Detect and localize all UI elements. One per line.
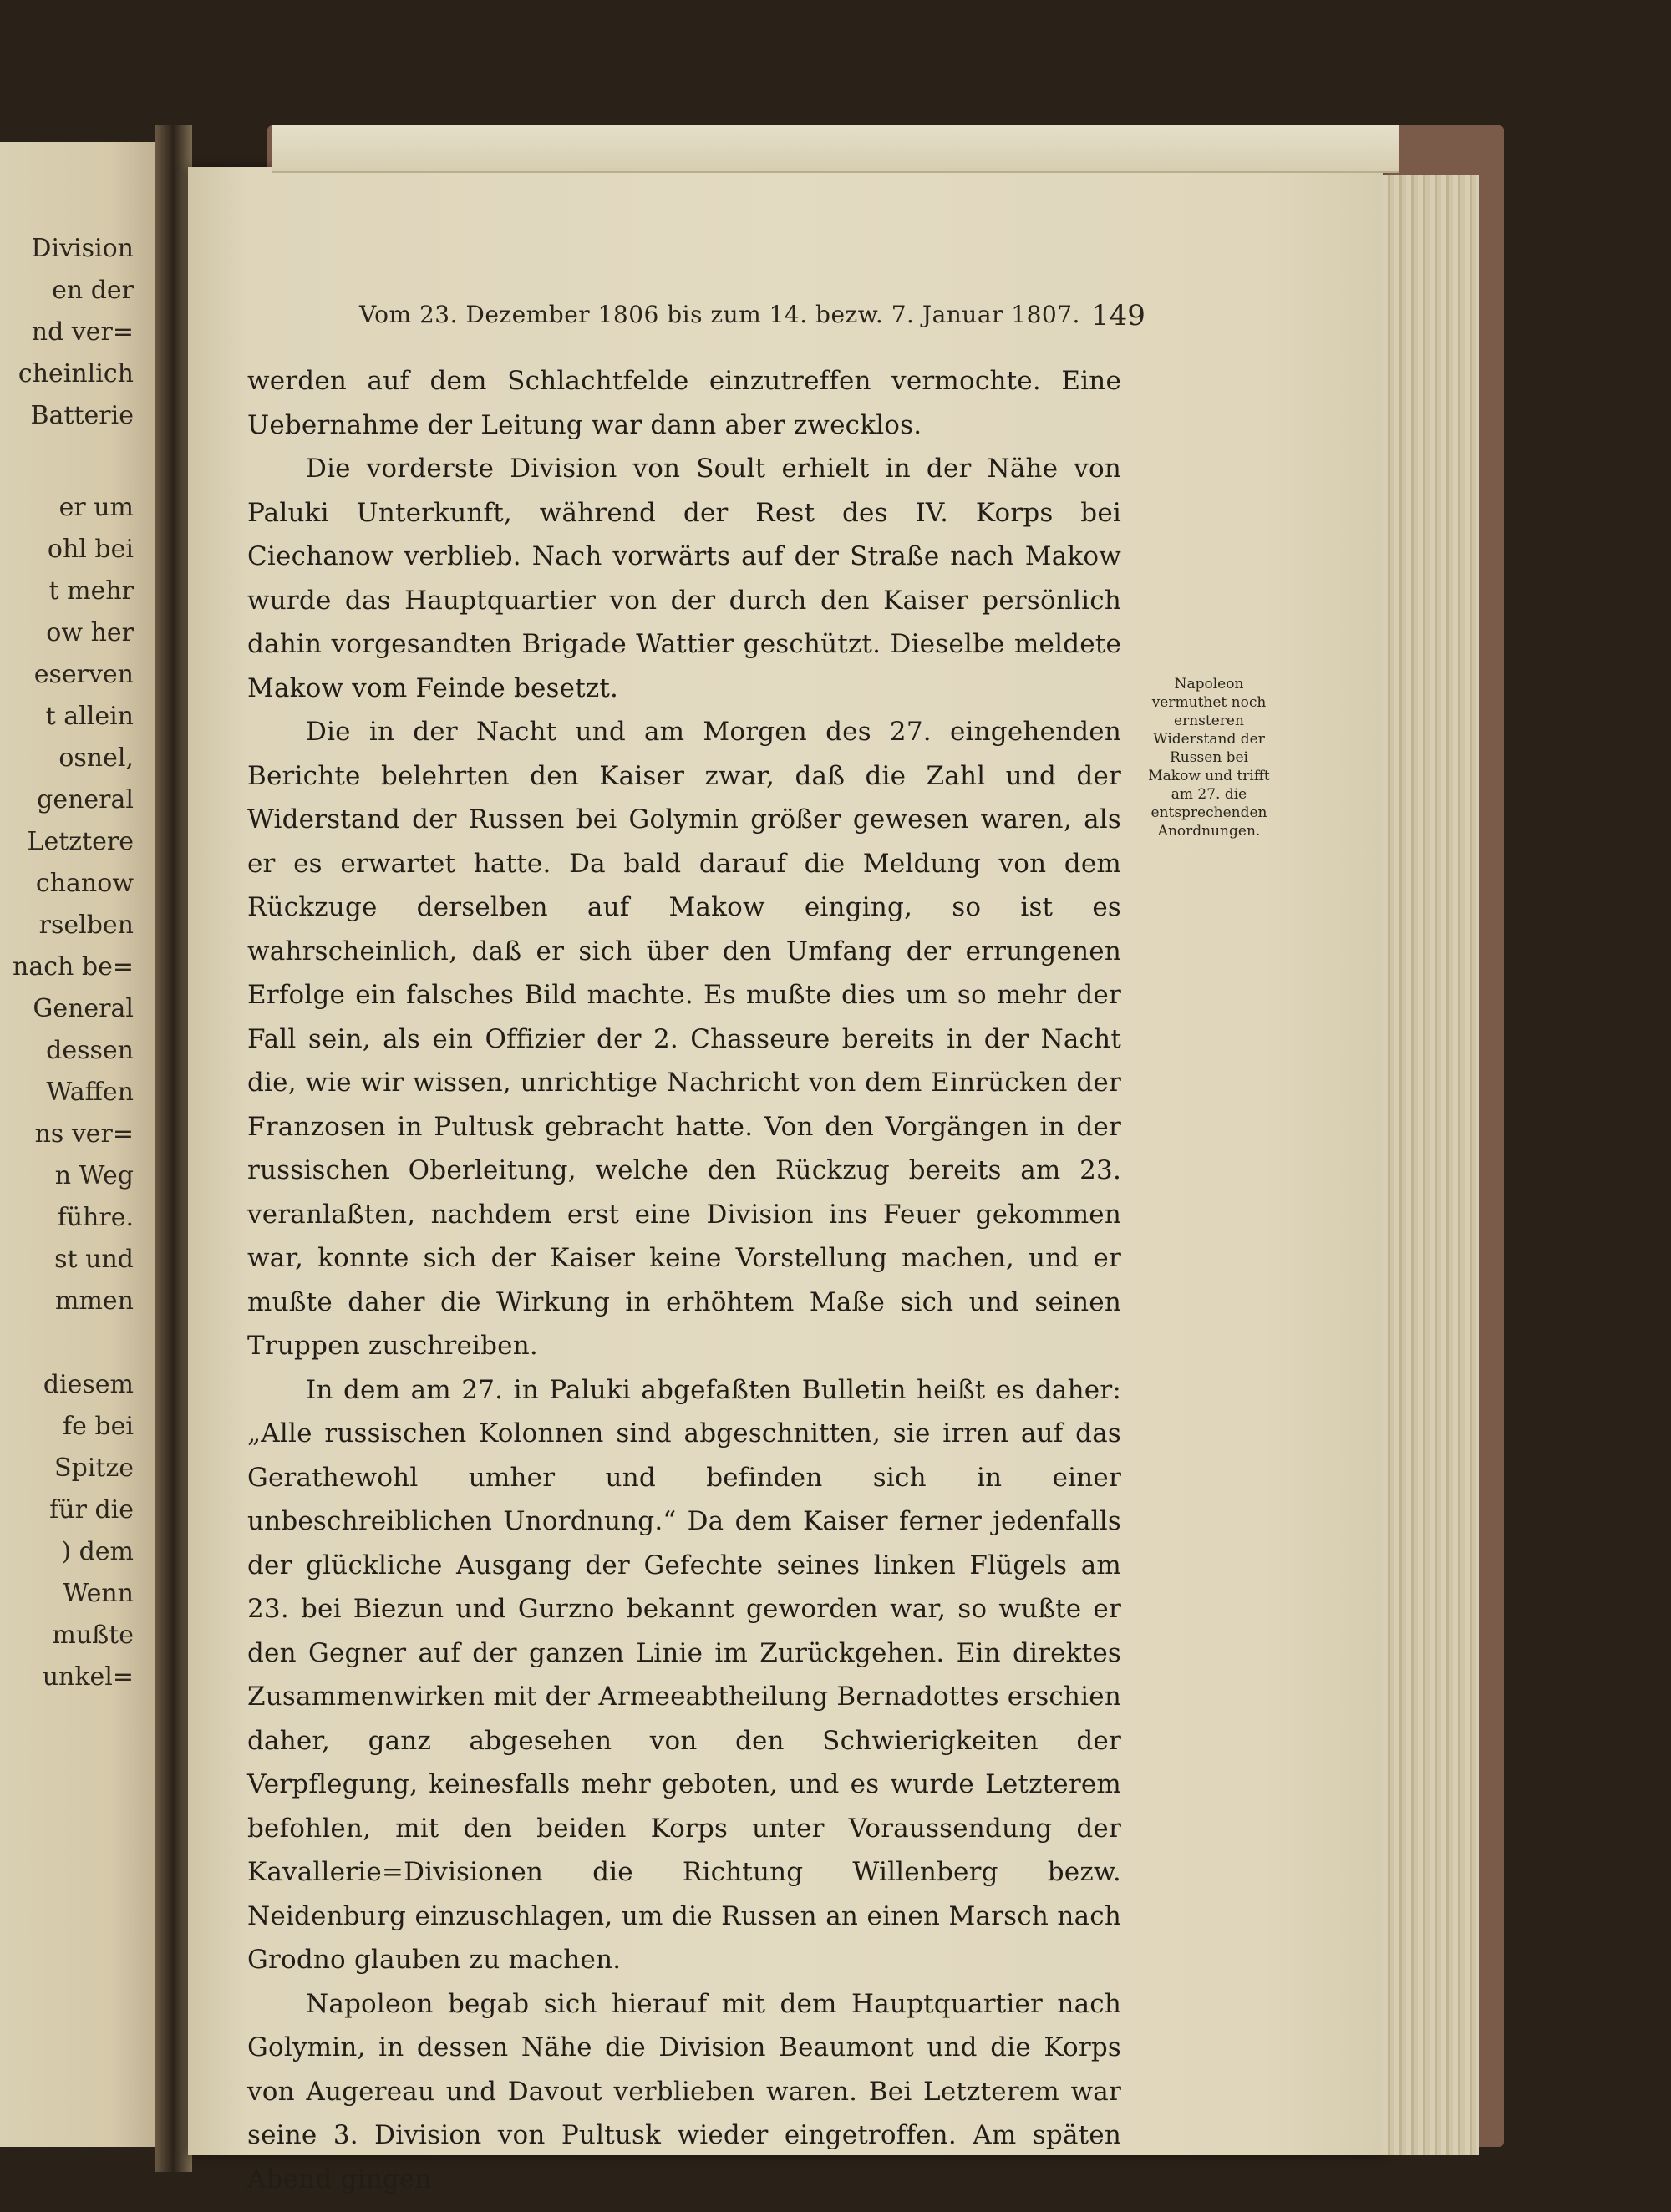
left-page-fragment: dessen bbox=[46, 1036, 134, 1065]
left-page-fragment: osnel, bbox=[58, 743, 134, 773]
left-page-fragment: rselben bbox=[38, 911, 134, 940]
left-page-fragment: st und bbox=[54, 1245, 134, 1274]
marginal-note: Napoleon vermuthet noch ernsteren Widerstand der Russen bei Makow und trifft am 27. die entsprechenden Anordnungen. bbox=[1148, 676, 1270, 840]
left-page-fragment: diesem bbox=[43, 1370, 134, 1399]
paragraph: Die vorderste Division von Soult erhielt in der Nähe von Paluki Unterkunft, während der Rest des IV. Korps bei Ciechanow verblieb. Nach vorwärts auf der Straße nach Makow wurde das Hauptquartier von der durch den Kaiser persönlich dahin vorgesandten Brigade Wattier geschützt. Dieselbe meldete Makow vom Feinde besetzt. bbox=[247, 454, 1121, 703]
left-page-fragment: General bbox=[33, 994, 134, 1023]
left-page-fragment: Division bbox=[31, 234, 134, 263]
paragraph: werden auf dem Schlachtfelde einzutreffen vermochte. Eine Uebernahme der Leitung war dann aber zwecklos. bbox=[247, 366, 1121, 440]
left-page-fragment: n Weg bbox=[54, 1161, 134, 1190]
book-gutter bbox=[155, 125, 192, 2172]
running-head: Vom 23. Dezember 1806 bis zum 14. bezw. 7. Januar 1807. bbox=[359, 301, 1080, 328]
paragraph: Die in der Nacht und am Morgen des 27. eingehenden Berichte belehrten den Kaiser zwar, daß die Zahl und der Widerstand der Russen bei Golymin größer gewesen waren, als er es erwartet hatte. Da bald darauf die Meldung von dem Rückzuge derselben auf Makow einging, so ist es wahrscheinlich, daß er sich über den Umfang der errungenen Erfolge ein falsches Bild machte. Es mußte dies um so mehr der Fall sein, als ein Offizier der 2. Chasseure bereits in der Nacht die, wie wir wissen, unrichtige Nachricht von dem Einrücken der Franzosen in Pultusk gebracht hatte. Von den Vorgängen in der russischen Oberleitung, welche den Rückzug bereits am 23. veranlaßten, nachdem erst eine Division ins Feuer gekommen war, konnte sich der Kaiser keine Vorstellung machen, und er mußte daher die Wirkung in erhöhtem Maße sich und seinen Truppen zuschreiben. bbox=[247, 717, 1121, 1361]
left-page-fragment: Wenn bbox=[63, 1579, 134, 1608]
left-page-fragment: nd ver= bbox=[31, 317, 134, 347]
left-page-fragment: t mehr bbox=[48, 576, 134, 606]
paragraph: In dem am 27. in Paluki abgefaßten Bulletin heißt es daher: „Alle russischen Kolonnen sind abgeschnitten, sie irren auf das Gerathewohl umher und befinden sich in einer unbeschreiblichen Unordnung.“ Da dem Kaiser ferner jedenfalls der glückliche Ausgang der Gefechte seines linken Flügels am 23. bei Biezun und Gurzno bekannt geworden war, so wußte er den Gegner auf der ganzen Linie im Zurückgehen. Ein direktes Zusammenwirken mit der Armeeabtheilung Bernadottes erschien daher, ganz abgesehen von den Schwierigkeiten der Verpflegung, keinesfalls mehr geboten, und es wurde Letzterem befohlen, mit den beiden Korps unter Voraussendung der Kavallerie=Divisionen die Richtung Willenberg bezw. Neidenburg einzuschlagen, um die Russen an einen Marsch nach Grodno glauben zu machen. bbox=[247, 1374, 1121, 1975]
left-page-fragment: Letztere bbox=[27, 827, 134, 856]
body-text bbox=[247, 359, 1121, 2201]
left-page-fragment: fe bei bbox=[63, 1412, 134, 1441]
torn-top-strip bbox=[272, 125, 1399, 173]
page-stack-edges bbox=[1383, 175, 1479, 2155]
left-page-fragment: mußte bbox=[52, 1621, 134, 1650]
left-page-fragment: en der bbox=[52, 276, 134, 305]
left-page-fragment: er um bbox=[58, 493, 134, 522]
left-page-fragment: cheinlich bbox=[18, 359, 134, 388]
left-page-fragment: general bbox=[37, 785, 134, 814]
left-page-fragment: ow her bbox=[46, 618, 134, 647]
left-page-fragment: ns ver= bbox=[34, 1119, 134, 1149]
left-facing-page bbox=[0, 142, 159, 2147]
left-page-fragment: ) dem bbox=[61, 1537, 134, 1566]
left-page-fragment: nach be= bbox=[13, 952, 134, 982]
left-page-fragment: Batterie bbox=[30, 401, 134, 430]
left-page-fragment: unkel= bbox=[42, 1662, 134, 1692]
left-page-fragment: chanow bbox=[35, 869, 134, 898]
left-page-fragment: t allein bbox=[45, 702, 134, 731]
left-page-fragment: ohl bei bbox=[47, 535, 134, 564]
left-page-fragment: führe. bbox=[57, 1203, 134, 1232]
paragraph: Napoleon begab sich hierauf mit dem Hauptquartier nach Golymin, in dessen Nähe die Division Beaumont und die Korps von Augereau und Davout verblieben waren. Bei Letzterem war seine 3. Division von Pultusk wieder eingetroffen. Am späten Abend gingen bbox=[247, 1988, 1121, 2194]
left-page-fragment: eserven bbox=[33, 660, 134, 689]
left-page-fragment: Waffen bbox=[46, 1078, 134, 1107]
left-page-fragment: für die bbox=[49, 1495, 134, 1525]
left-page-fragment: Spitze bbox=[54, 1454, 134, 1483]
left-page-fragment: mmen bbox=[55, 1286, 134, 1316]
page-number: 149 bbox=[1091, 299, 1145, 332]
